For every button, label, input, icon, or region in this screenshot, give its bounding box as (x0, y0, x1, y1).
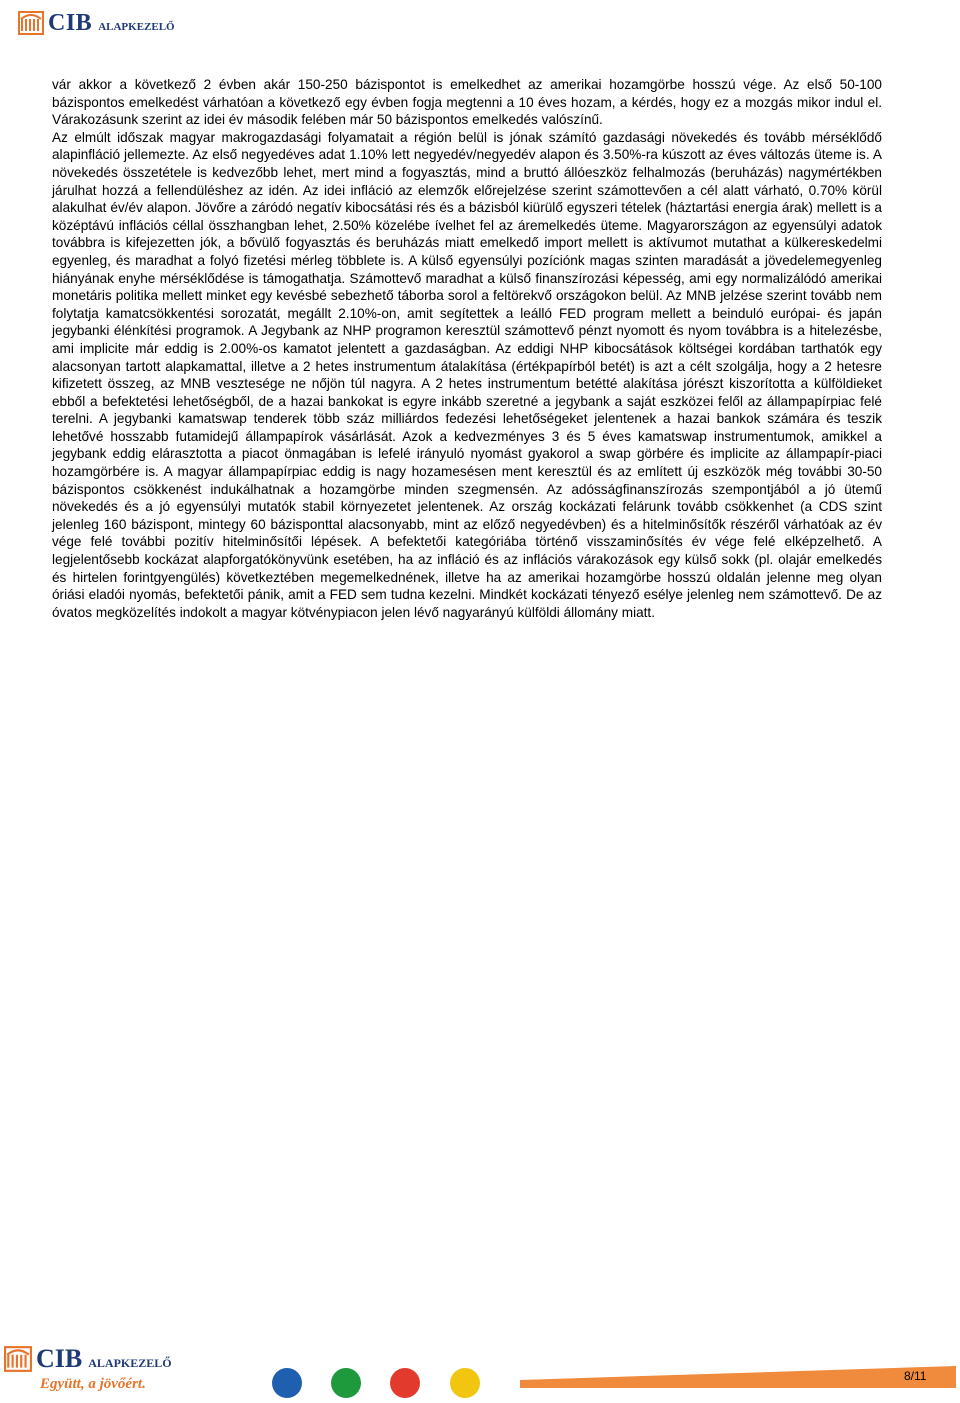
footer-logo-text: CIB (36, 1344, 83, 1373)
footer-orange-bar (520, 1366, 956, 1388)
document-body (52, 76, 882, 621)
blue-dot-icon (272, 1368, 302, 1398)
cib-logo-mark-icon (4, 1346, 32, 1372)
cib-logo-mark-icon (18, 11, 44, 35)
paragraph: Az elmúlt időszak magyar makrogazdasági folyamatait a régión belül is jónak számító gazdasági növekedés és tovább mérséklődő alapinfláció jellemezte. Az első negyedéves adat 1.10% lett negyedév/negyedév alapon és 3.50%-ra kúszott az éves változás üteme is. A növekedés összetétele is kedvezőbb lehet, mert mind a fogyasztás, mind a bruttó állóeszköz felhalmozás (beruházás) nagymértékben járulhat hozzá a fellendüléshez az idén. Az idei infláció az elemzők előrejelzése szerint számottevően a cél alatt várható, 0.70% körül alakulhat év/év alapon. Jövőre a záródó negatív kibocsátási rés és a bázisból kiürülő egyszeri tételek (háztartási energia árak) mellett is a középtávú inflációs céllal összhangban lehet, 2.50% közelébe ívelhet fel az áremelkedés üteme. Magyarországon az egyensúlyi adatok továbbra is kifejezetten jók, a bővülő fogyasztás és beruházás miatt emelkedő import mellett is aktívumot mutathat a külkereskedelmi egyenleg, és maradhat a folyó fizetési mérleg többlete is. A külső egyensúlyi pozíciónk magas szinten maradását a jövedelemegyenleg hiányának enyhe mérséklődése is támogathatja. Számottevő maradhat a külső finanszírozási képesség, ami egy normalizálódó amerikai monetáris politika mellett minket egy kevésbé sebezhető táborba sorol a feltörekvő országokon belül. Az MNB jelzése szerint tovább nem folytatja kamatcsökkentési sorozatát, megállt 2.10%-on, amit segítettek a leálló FED program mellett a beinduló európai- és japán jegybanki élénkítési programok. A Jegybank az NHP programon keresztül számottevő pénzt nyomott és nyom továbbra is a hitelezésbe, ami implicite már eddig is 2.00%-os kamatot jelentett a gazdaságban. Az eddigi NHP kibocsátások költségei kordában tarthatók egy alacsonyan tartott alapkamattal, illetve a 2 hetes instrumentum átalakítása (értékpapírból betét) is azt a célt szolgálja, hogy a 2 hetesre kifizetett összeg, az MNB vesztesége ne nőjön túl nagyra. A 2 hetes instrumentum betétté alakítása jórészt kiszorította a külföldieket ebből a befektetési lehetőségből, de a hazai bankokat is egyre inkább szeretné a jegybank a saját eszközei felől az állampapírpiac felé terelni. A jegybanki kamatswap tenderek több száz milliárdos fedezési lehetőségeket jelentenek a hazai bankok számára és teszik lehetővé hosszabb futamidejű állampapírok vásárlását. Azok a kedvezményes 3 és 5 éves kamatswap instrumentumok, amikkel a jegybank eddig elárasztotta a piacot önmagában is lefelé irányuló nyomást gyakorol a swap görbére és implicite az állampapír-piaci hozamgörbére is. A magyar állampapírpiac eddig is nagy hozamesésen ment keresztül és az említett új eszközök még további 30-50 bázispontos csökkenést indukálhatnak a hozamgörbe minden szegmensén. Az adósságfinanszírozás szempontjából a jó ütemű növekedés és a jó egyensúlyi mutatók stabil környezetet jelentenek. Az ország kockázati felárunk tovább csökkenhet (a CDS szint jelenleg 160 bázispont, mintegy 60 bázisponttal alacsonyabb, mint az előző negyedévben) és a hitelminősítők részéről várhatóak az év vége felé további pozitív hitelminősítői lépések. A befektetői kategóriába történő visszaminősítés év vége felé elképzelhető. A legjelentősebb kockázat alapforgatókönyvünk esetében, ha az infláció és az inflációs várakozások egy külső sokk (pl. olajár emelkedés és hirtelen forintgyengülés) következtében megemelkednének, illetve ha az amerikai hozamgörbe hosszú oldalán jelenne meg olyan óriási eladói nyomás, befektetői pánik, amit a FED sem tudna kezelni. Mindkét kockázati tényező esélye jelenleg nem számottevő. De az óvatos megközelítés indokolt a magyar kötvénypiacon jelen lévő nagyarányú külföldi állomány miatt. (52, 129, 882, 620)
header-logo-subtext: ALAPKEZELŐ (98, 21, 175, 33)
paragraph: vár akkor a következő 2 évben akár 150-250 bázispontot is emelkedhet az amerikai hozamgörbe hosszú vége. Az első 50-100 bázispontos emelkedést várhatóan a következő egy évben fogja megtenni a 10 éves hozam, a kérdés, hogy ez a mozgás mikor indul el. Várakozásunk szerint az idei év második felében már 50 bázispontos emelkedés valószínű. (52, 77, 882, 128)
footer-logo (4, 1344, 172, 1393)
yellow-dot-icon (450, 1368, 480, 1398)
footer-logo-subtext: ALAPKEZELŐ (88, 1355, 172, 1370)
footer-slogan: Együtt, a jövőért. (40, 1376, 146, 1392)
red-dot-icon (390, 1368, 420, 1398)
header-logo-text: CIB (48, 9, 93, 36)
green-dot-icon (331, 1368, 361, 1398)
header-logo (18, 8, 175, 38)
page-number: 8/11 (904, 1369, 927, 1383)
